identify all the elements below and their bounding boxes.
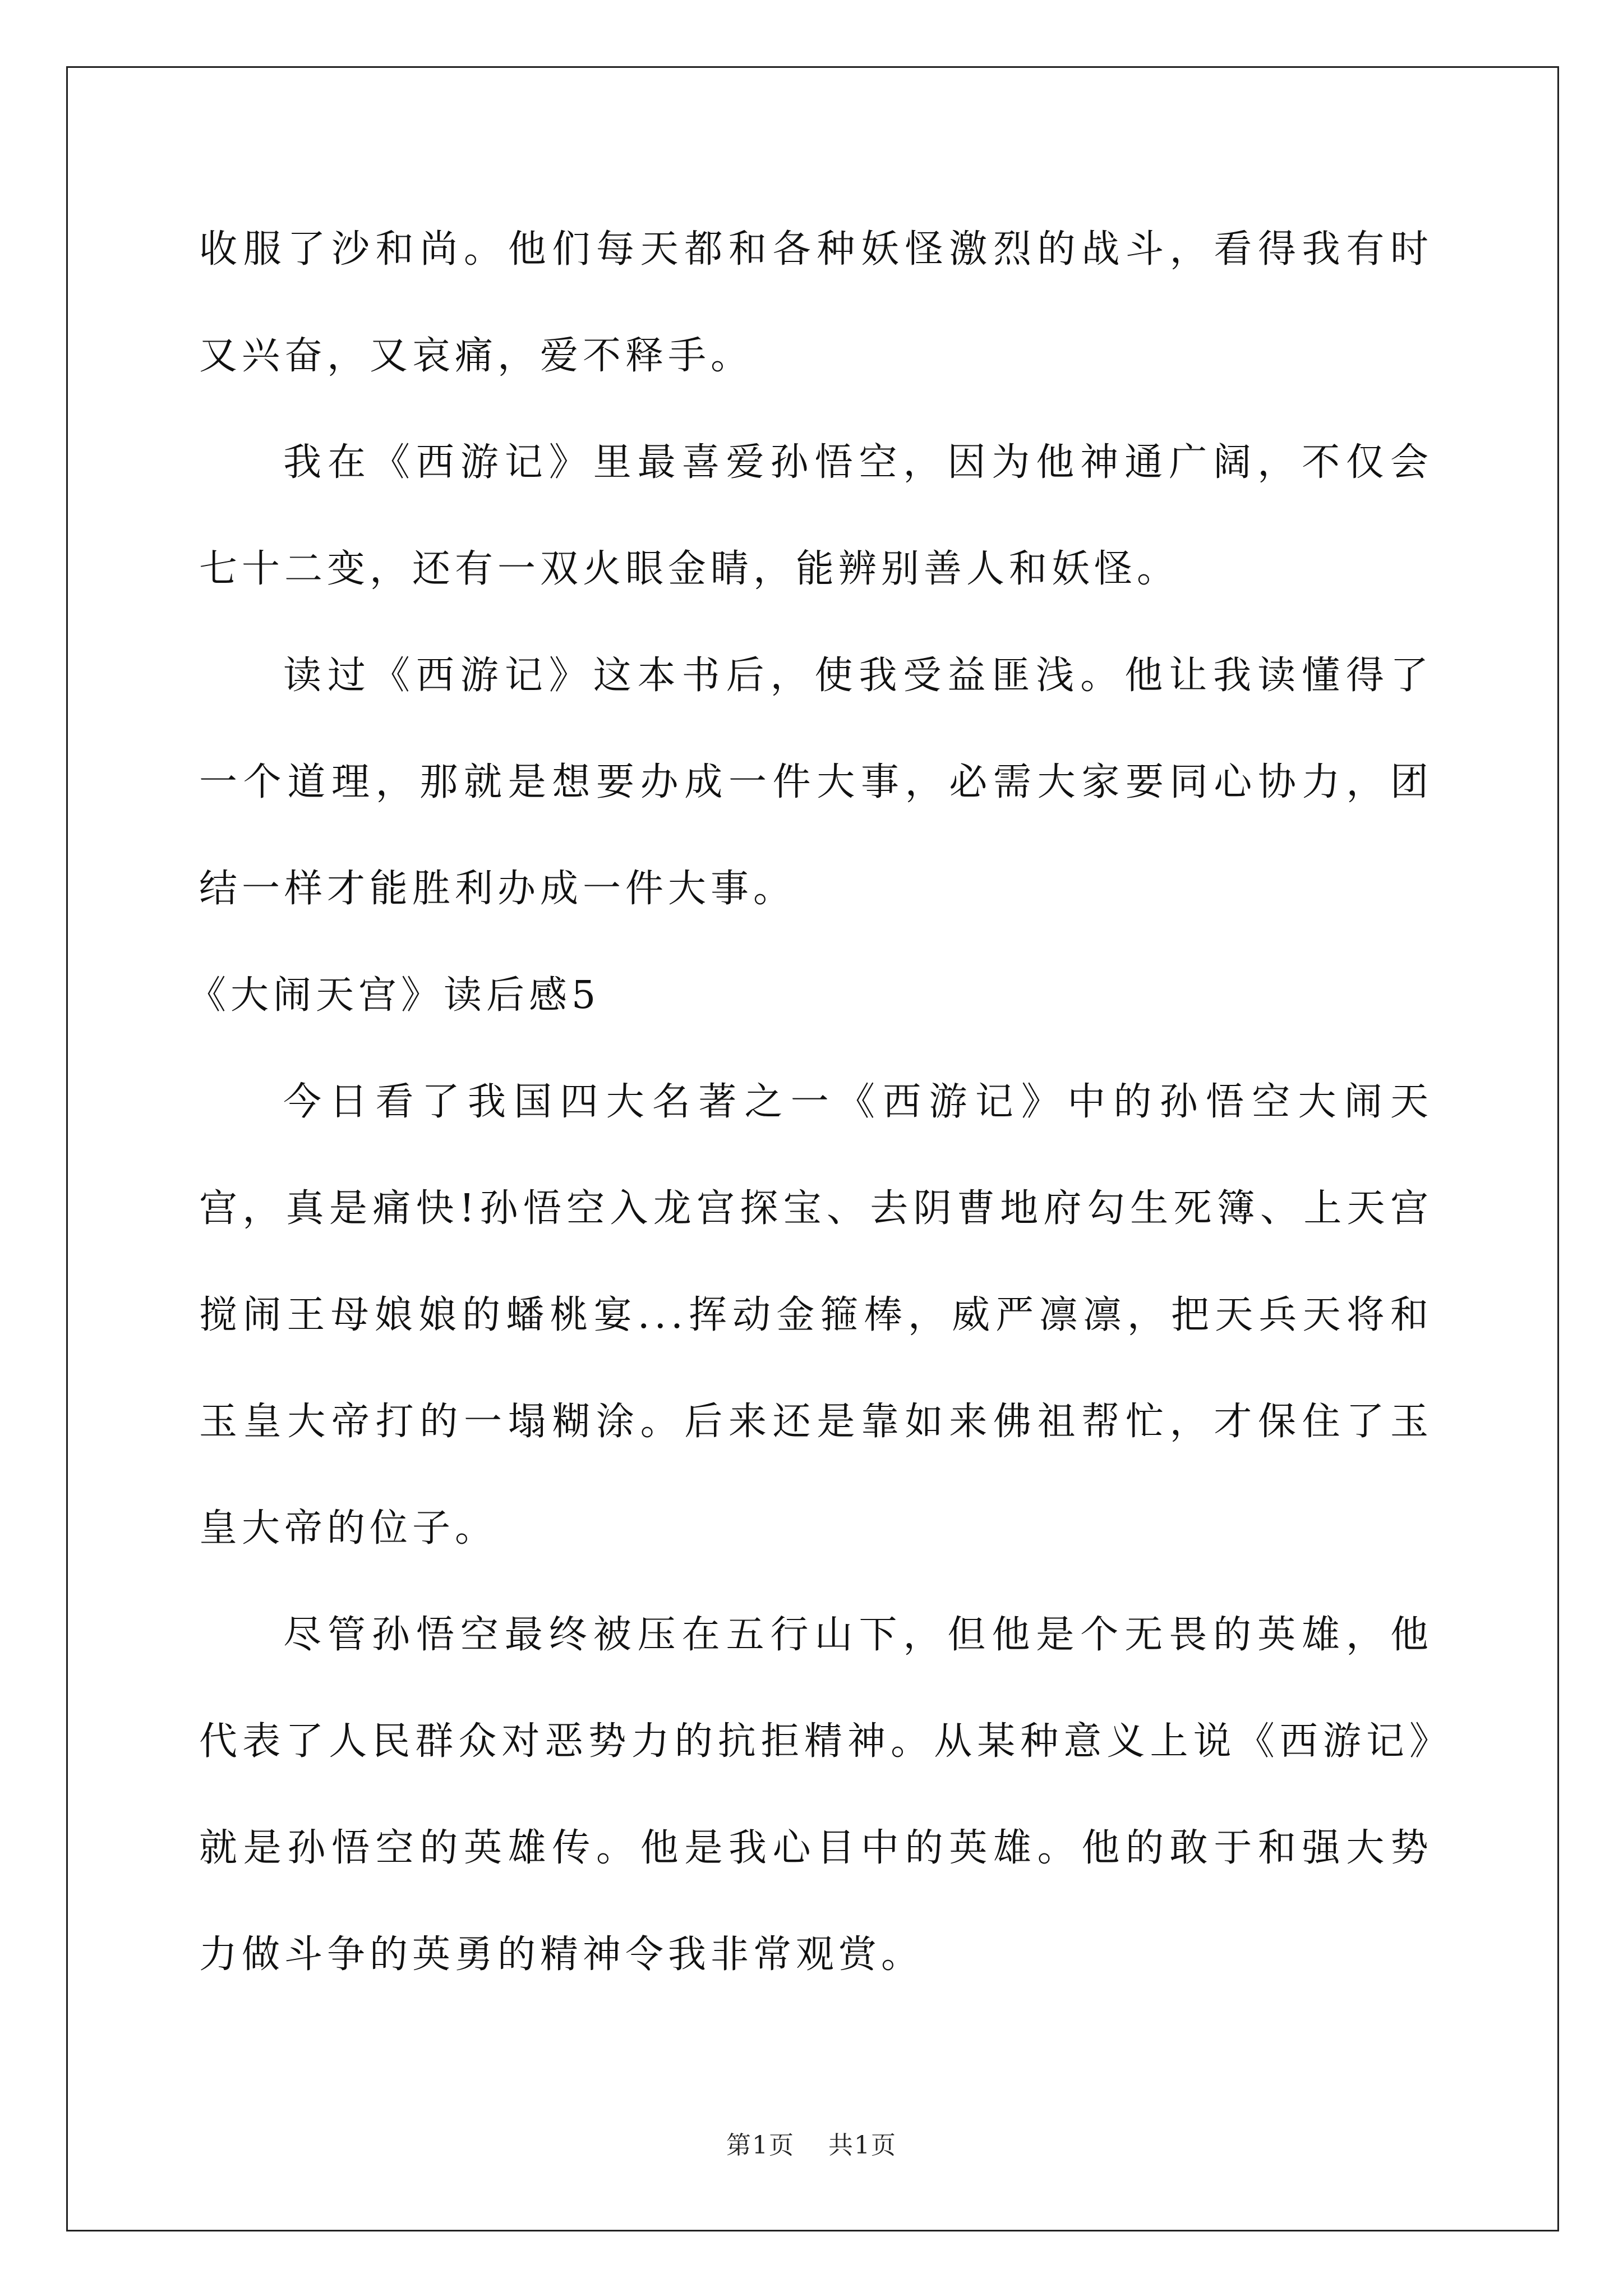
section-heading: 《大闹天宫》读后感5 bbox=[188, 973, 601, 1018]
paragraph-1: 收服了沙和尚。他们每天都和各种妖怪激烈的战斗，看得我有时又兴奋，又哀痛，爱不释手。 bbox=[199, 227, 1433, 378]
paragraph-2: 我在《西游记》里最喜爱孙悟空，因为他神通广阔，不仅会七十二变，还有一双火眼金睛，能辨别善人和妖怪。 bbox=[199, 440, 1433, 591]
paragraph-4: 今日看了我国四大名著之一《西游记》中的孙悟空大闹天宫，真是痛快!孙悟空入龙宫探宝、去阴曹地府勾生死簿、上天宫搅闹王母娘娘的蟠桃宴...挥动金箍棒，威严凛凛，把天兵天将和玉皇大帝打的一塌糊涂。后来还是靠如来佛祖帮忙，才保住了玉皇大帝的位子。 bbox=[199, 1080, 1433, 1550]
page-number: 第1页 bbox=[726, 2131, 795, 2160]
document-body bbox=[188, 196, 1433, 2008]
paragraph-3: 读过《西游记》这本书后，使我受益匪浅。他让我读懂得了一个道理，那就是想要办成一件大事，必需大家要同心协力，团结一样才能胜利办成一件大事。 bbox=[199, 654, 1433, 911]
paragraph-5: 尽管孙悟空最终被压在五行山下，但他是个无畏的英雄，他代表了人民群众对恶势力的抗拒精神。从某种意义上说《西游记》就是孙悟空的英雄传。他是我心目中的英雄。他的敢于和强大势力做斗争的英勇的精神令我非常观赏。 bbox=[199, 1613, 1433, 1977]
page-total: 共1页 bbox=[828, 2131, 897, 2160]
page-footer bbox=[0, 2125, 1623, 2161]
